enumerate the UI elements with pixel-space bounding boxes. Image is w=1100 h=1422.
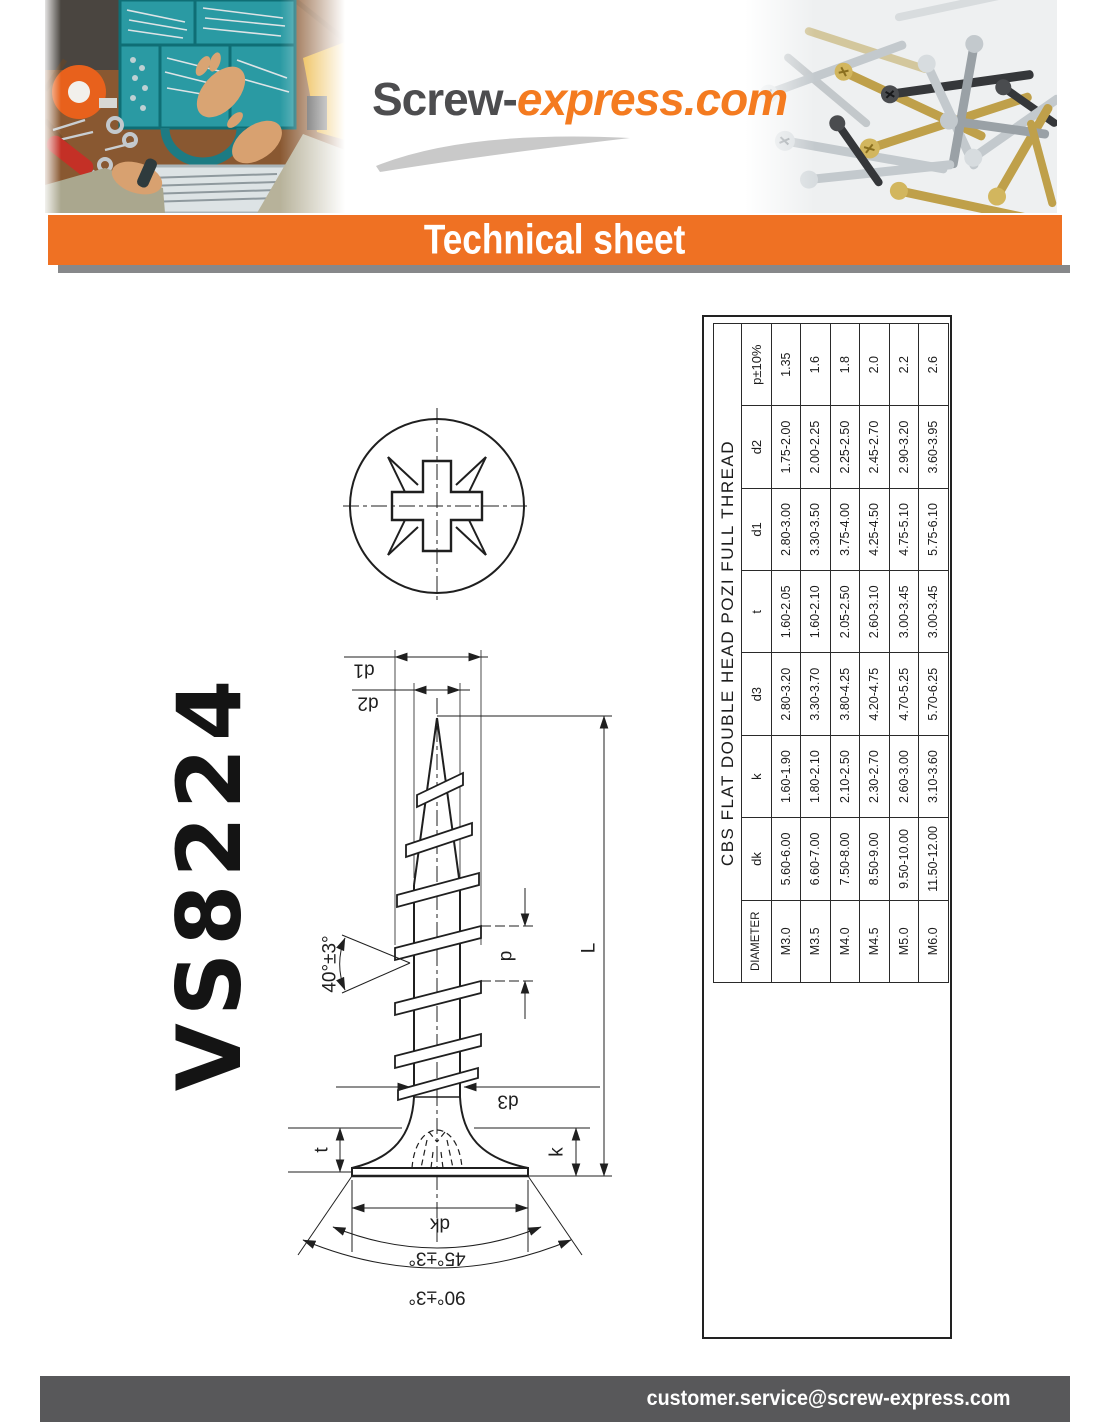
table-row [919,324,949,983]
table-cell: 2.00-2.25 [801,406,831,488]
dimension-labels [312,660,600,1308]
table-cell: 1.8 [830,324,860,406]
table-cell: 2.60-3.10 [860,571,890,653]
table-cell: 3.60-3.95 [919,406,949,488]
label-dk: dk [429,1213,451,1235]
table-cell: 6.60-7.00 [801,818,831,900]
table-cell: 2.80-3.20 [771,653,801,735]
table-cell: M6.0 [919,900,949,982]
logo-swoosh-icon [370,128,650,180]
table-cell: 2.60-3.00 [889,735,919,817]
banner [48,215,1062,265]
table-cell: M4.5 [860,900,890,982]
pozi-head-view [343,408,531,604]
table-cell: 3.75-4.00 [830,488,860,570]
logo-text-screw: Screw- [372,73,517,125]
table-cell: 1.35 [771,324,801,406]
spec-table [713,323,949,983]
table-cell: 1.60-1.90 [771,735,801,817]
table-cell: 5.60-6.00 [771,818,801,900]
label-d3: d3 [497,1090,519,1112]
table-cell: 2.45-2.70 [860,406,890,488]
table-header-cell: d1 [742,488,772,570]
table-cell: M4.0 [830,900,860,982]
table-cell: M5.0 [889,900,919,982]
pozi-wings-icon [388,457,486,555]
table-cell: 2.6 [919,324,949,406]
table-cell: 3.00-3.45 [889,571,919,653]
label-pitch: p [495,950,517,962]
label-angle-45: 45°±3° [408,1247,466,1269]
table-cell: 4.70-5.25 [889,653,919,735]
table-cell: 3.80-4.25 [830,653,860,735]
table-row [860,324,890,983]
table-cell: 2.30-2.70 [860,735,890,817]
table-cell: 4.20-4.75 [860,653,890,735]
table-title: CBS FLAT DOUBLE HEAD POZI FULL THREAD [714,324,742,983]
table-header-cell: DIAMETER [742,900,772,982]
table-cell: 3.10-3.60 [919,735,949,817]
table-row [889,324,919,983]
label-angle-90: 90°±3° [408,1286,466,1308]
table-cell: 9.50-10.00 [889,818,919,900]
label-thread-angle: 40°±3° [319,935,341,993]
table-cell: 5.75-6.10 [919,488,949,570]
part-number: VS8224 [158,672,261,1092]
label-d2: d2 [357,692,379,714]
table-cell: 1.80-2.10 [801,735,831,817]
table-cell: 2.25-2.50 [830,406,860,488]
table-cell: 3.30-3.50 [801,488,831,570]
table-header-cell: d2 [742,406,772,488]
screw-side-view [352,650,528,1242]
table-cell: 2.05-2.50 [830,571,860,653]
footer-email-link[interactable]: customer.service@screw-express.com [646,1387,1011,1410]
banner-divider [58,265,1070,273]
table-cell: 2.80-3.00 [771,488,801,570]
label-t: t [311,1147,333,1153]
table-header-cell: dk [742,818,772,900]
table-cell: 1.6 [801,324,831,406]
spec-table-wrapper [713,323,949,983]
table-cell: 2.2 [889,324,919,406]
table-row [771,324,801,983]
table-cell: 1.60-2.05 [771,571,801,653]
table-cell: 2.0 [860,324,890,406]
table-cell: 11.50-12.00 [919,818,949,900]
pozi-cross-icon [392,461,482,551]
table-row [830,324,860,983]
table-cell: 3.00-3.45 [919,571,949,653]
table-cell: 5.70-6.25 [919,653,949,735]
table-cell: 2.10-2.50 [830,735,860,817]
table-cell: M3.0 [771,900,801,982]
table-header-cell: d3 [742,653,772,735]
table-header-cell: k [742,735,772,817]
table-cell: 2.90-3.20 [889,406,919,488]
table-cell: 1.75-2.00 [771,406,801,488]
footer-bar [40,1376,1070,1422]
table-cell: 4.25-4.50 [860,488,890,570]
table-cell: 3.30-3.70 [801,653,831,735]
table-cell: M3.5 [801,900,831,982]
banner-title: Technical sheet [424,216,686,263]
screws-pile-photo [745,0,1057,213]
table-cell: 4.75-5.10 [889,488,919,570]
table-cell: 8.50-9.00 [860,818,890,900]
workbench-photo [45,0,345,213]
logo-text-express: express.com [516,73,788,125]
label-length: L [578,942,600,954]
table-row [801,324,831,983]
dimension-lines [288,657,612,1268]
logo [372,72,787,126]
table-cell: 7.50-8.00 [830,818,860,900]
table-header-cell: p±10% [742,324,772,406]
label-k: k [546,1147,568,1157]
table-cell: 1.60-2.10 [801,571,831,653]
table-header-cell: t [742,571,772,653]
label-d1: d1 [353,659,375,681]
